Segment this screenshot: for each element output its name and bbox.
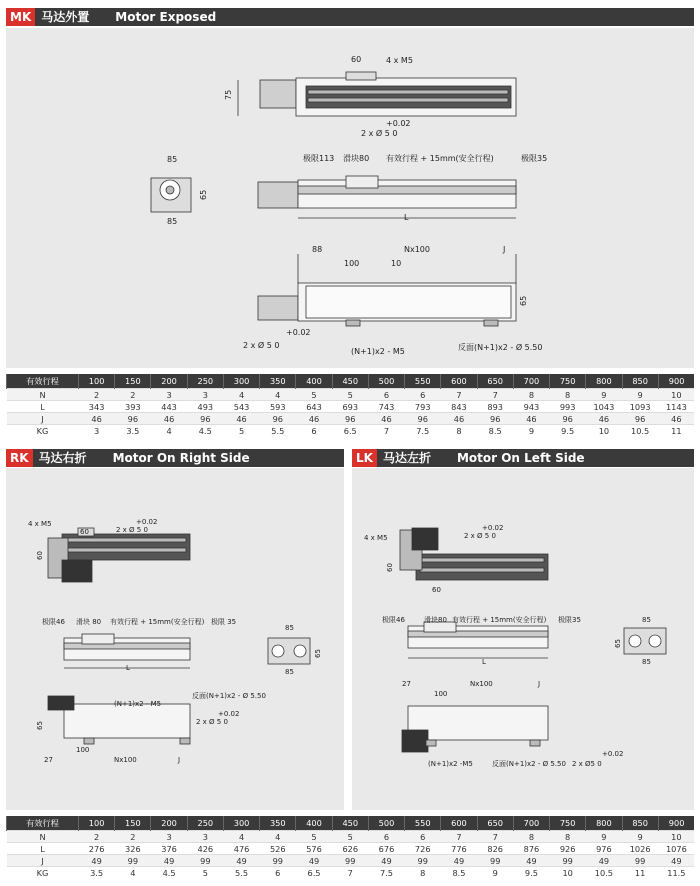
table-cell: 11.5 [658, 867, 694, 879]
table-cell: 99 [332, 855, 368, 867]
table-header-cell: 500 [368, 374, 404, 389]
table-cell: 976 [586, 843, 622, 855]
table-cell: 843 [441, 401, 477, 413]
table-cell: 99 [550, 855, 586, 867]
table-cell: 49 [79, 855, 115, 867]
table-cell: 776 [441, 843, 477, 855]
table-header-cell: 800 [586, 816, 622, 831]
rk-drawings [6, 468, 344, 810]
table-header-cell: 550 [405, 816, 441, 831]
lk-lim46: 极限46 [382, 616, 405, 624]
table-cell: 3 [151, 831, 187, 843]
table-cell: 3 [79, 425, 115, 437]
table-cell: L [7, 843, 79, 855]
rk-dim-65: 65 [314, 649, 322, 658]
table-cell: 99 [622, 855, 658, 867]
table-row [7, 425, 695, 437]
table-cell: 46 [223, 413, 259, 425]
table-cell: 8 [550, 831, 586, 843]
table-cell: 46 [368, 413, 404, 425]
table-cell: 993 [550, 401, 586, 413]
table-cell: 926 [550, 843, 586, 855]
table-row [7, 401, 695, 413]
table-cell: 8.5 [477, 425, 513, 437]
table-cell: 7 [477, 831, 513, 843]
table-cell: 3 [151, 389, 187, 401]
table-cell: 426 [187, 843, 223, 855]
table-cell: 2 [79, 389, 115, 401]
table-cell: 4 [260, 389, 296, 401]
table-cell: 49 [586, 855, 622, 867]
rk-title-cn: 马达右折 [38, 451, 87, 465]
table-cell: 276 [79, 843, 115, 855]
mk-drawing-panel [6, 28, 694, 368]
table-cell: 3.5 [115, 425, 151, 437]
mk-dim-tol: +0.02 [386, 119, 411, 128]
table-cell: 9.5 [513, 867, 549, 879]
table-header-cell: 850 [622, 816, 658, 831]
mk-n1m5: (N+1)x2 - M5 [351, 347, 405, 356]
rk-tol2: +0.02 [218, 710, 240, 718]
table-cell: 9 [586, 831, 622, 843]
table-cell: 3 [187, 831, 223, 843]
table-header-cell: 350 [260, 374, 296, 389]
table-cell: 9 [513, 425, 549, 437]
mk-drawings [6, 28, 694, 368]
table-row [7, 843, 695, 855]
rk-side-view [64, 634, 190, 668]
table-cell: 8 [550, 389, 586, 401]
table-cell: 4 [115, 867, 151, 879]
mk-rev: 反面(N+1)x2 - Ø 5.50 [458, 343, 543, 352]
table-cell: 49 [441, 855, 477, 867]
table-cell: 5 [296, 831, 332, 843]
lk-85b: 85 [642, 658, 651, 666]
table-cell: 9 [622, 831, 658, 843]
lk-bottom-view [402, 706, 548, 752]
table-cell: 8 [513, 831, 549, 843]
rk-dim-60: 60 [80, 528, 89, 536]
table-header-cell: 200 [151, 374, 187, 389]
table-cell: 576 [296, 843, 332, 855]
table-cell: 10.5 [622, 425, 658, 437]
lk-code: LK [352, 449, 377, 467]
table-row [7, 831, 695, 843]
table-cell: 2 [79, 831, 115, 843]
lk-drawing-panel [352, 468, 694, 810]
table-cell: 49 [658, 855, 694, 867]
mk-title-cn: 马达外置 [41, 10, 90, 24]
table-cell: 46 [79, 413, 115, 425]
table-header-cell: 800 [586, 374, 622, 389]
table-cell: 493 [187, 401, 223, 413]
lk-2x50b: 2 x Ø5 0 [572, 760, 602, 768]
table-header-cell: 750 [550, 374, 586, 389]
table-cell: 96 [115, 413, 151, 425]
table-cell: 5 [187, 867, 223, 879]
table-header-cell: 150 [115, 816, 151, 831]
table-header-cell: 600 [441, 816, 477, 831]
table-cell: 343 [79, 401, 115, 413]
table-cell: 46 [586, 413, 622, 425]
table-cell: 4.5 [151, 867, 187, 879]
mk-dim-nx100: Nx100 [404, 245, 430, 254]
table-cell: 6 [296, 425, 332, 437]
table-cell: 7 [368, 425, 404, 437]
table-header-cell: 450 [332, 374, 368, 389]
table-cell: 1043 [586, 401, 622, 413]
table-cell: 476 [223, 843, 259, 855]
mk-bottom-view [258, 254, 516, 326]
table-cell: 8 [441, 425, 477, 437]
table-cell: 7.5 [368, 867, 404, 879]
lk-side-view [408, 622, 548, 658]
table-header-cell: 600 [441, 374, 477, 389]
table-cell: 99 [187, 855, 223, 867]
table-cell: 10 [658, 831, 694, 843]
mk-slider80: 滑块80 [343, 154, 370, 163]
table-cell: 526 [260, 843, 296, 855]
table-cell: 726 [405, 843, 441, 855]
table-cell: 99 [405, 855, 441, 867]
table-header-cell: 650 [477, 816, 513, 831]
rk-header [6, 449, 344, 467]
mk-dim-75: 75 [224, 89, 233, 100]
table-cell: 46 [658, 413, 694, 425]
table-cell: 6 [368, 389, 404, 401]
table-cell: 7 [477, 389, 513, 401]
mk-stroke: 有效行程 + 15mm(安全行程) [386, 154, 494, 163]
table-header-cell: 200 [151, 816, 187, 831]
table-cell: 46 [513, 413, 549, 425]
table-header-cell: 850 [622, 374, 658, 389]
table-cell: 5 [332, 389, 368, 401]
table-header-cell: 250 [187, 816, 223, 831]
rk-lk-spec-table [6, 816, 694, 878]
rk-65v: 65 [36, 721, 44, 730]
rk-top-view [48, 528, 190, 582]
table-header-cell: 750 [550, 816, 586, 831]
lk-60: 60 [432, 586, 441, 594]
table-header-cell: 有效行程 [7, 816, 79, 831]
mk-title-en: Motor Exposed [115, 10, 217, 24]
lk-stroke: 有效行程 + 15mm(安全行程) [452, 616, 547, 624]
table-cell: 11 [622, 867, 658, 879]
table-cell: 96 [477, 413, 513, 425]
table-cell: 376 [151, 843, 187, 855]
table-cell: 3.5 [79, 867, 115, 879]
mk-top-view [238, 72, 516, 116]
mk-lim35: 极限35 [521, 154, 548, 163]
table-cell: 826 [477, 843, 513, 855]
table-cell: L [7, 401, 79, 413]
mk-spec-table [6, 374, 694, 436]
table-cell: 2 [115, 389, 151, 401]
lk-65: 65 [614, 639, 622, 648]
table-cell: 443 [151, 401, 187, 413]
table-cell: 5 [223, 425, 259, 437]
table-cell: 793 [405, 401, 441, 413]
rk-rev: 反面(N+1)x2 - Ø 5.50 [192, 692, 266, 700]
table-cell: 49 [151, 855, 187, 867]
table-cell: J [7, 855, 79, 867]
table-cell: N [7, 389, 79, 401]
table-header-cell: 500 [368, 816, 404, 831]
table-cell: 943 [513, 401, 549, 413]
mk-dim-88: 88 [312, 245, 323, 254]
rk-dim-tol: +0.02 [136, 518, 158, 526]
table-cell: 5 [296, 389, 332, 401]
mk-end-view [151, 178, 191, 212]
table-cell: 4 [223, 389, 259, 401]
table-cell: 5.5 [223, 867, 259, 879]
table-header-cell: 有效行程 [7, 374, 79, 389]
table-row [7, 413, 695, 425]
mk-code: MK [6, 8, 35, 26]
rk-nx100: Nx100 [114, 756, 137, 764]
table-cell: 8.5 [441, 867, 477, 879]
rk-dim-60v: 60 [36, 551, 44, 560]
table-cell: 7 [441, 389, 477, 401]
table-header-cell: 700 [513, 374, 549, 389]
table-cell: 5 [332, 831, 368, 843]
table-cell: 4 [151, 425, 187, 437]
rk-slider80: 滑块 80 [76, 618, 102, 626]
mk-dim-60: 60 [351, 55, 362, 64]
lk-header [352, 449, 694, 467]
table-header-cell: 650 [477, 374, 513, 389]
table-cell: 543 [223, 401, 259, 413]
table-cell: 743 [368, 401, 404, 413]
mk-side-view [258, 176, 516, 218]
rk-stroke: 有效行程 + 15mm(安全行程) [110, 618, 205, 626]
mk-dim-10: 10 [391, 259, 402, 268]
table-cell: 2 [115, 831, 151, 843]
rk-dim-4xm5: 4 x M5 [28, 520, 52, 528]
mk-dim-4xm5: 4 x M5 [386, 56, 413, 65]
table-row [7, 389, 695, 401]
table-cell: 9 [586, 389, 622, 401]
mk-dim-J: J [503, 245, 506, 254]
table-cell: 4 [260, 831, 296, 843]
rk-100: 100 [76, 746, 90, 754]
table-cell: 46 [151, 413, 187, 425]
table-cell: 6 [405, 389, 441, 401]
table-cell: KG [7, 867, 79, 879]
lk-27: 27 [402, 680, 411, 688]
table-cell: 1076 [658, 843, 694, 855]
table-header-cell: 300 [223, 374, 259, 389]
table-cell: 626 [332, 843, 368, 855]
rk-lim46: 极限46 [42, 618, 65, 626]
table-cell: 11 [658, 425, 694, 437]
table-cell: 46 [296, 413, 332, 425]
table-cell: 5.5 [260, 425, 296, 437]
rk-lim35: 极限 35 [211, 618, 237, 626]
rk-title-en: Motor On Right Side [112, 451, 250, 465]
table-header-cell: 900 [658, 374, 694, 389]
table-cell: J [7, 413, 79, 425]
lk-60v: 60 [386, 563, 394, 572]
table-cell: 693 [332, 401, 368, 413]
mk-dim-65r: 65 [519, 295, 528, 306]
table-cell: 96 [550, 413, 586, 425]
lk-nx100: Nx100 [470, 680, 493, 688]
lk-rev: 反面(N+1)x2 - Ø 5.50 [492, 760, 566, 768]
table-header-cell: 400 [296, 374, 332, 389]
table-header-cell: 400 [296, 816, 332, 831]
rk-dim-85: 85 [285, 624, 294, 632]
table-header-cell: 300 [223, 816, 259, 831]
table-header-cell: 900 [658, 816, 694, 831]
table-cell: 49 [223, 855, 259, 867]
mk-dim-100: 100 [344, 259, 360, 268]
lk-100: 100 [434, 690, 448, 698]
rk-drawing-panel [6, 468, 344, 810]
mk-dim-tol2: +0.02 [286, 328, 311, 337]
table-header-cell: 550 [405, 374, 441, 389]
table-cell: 96 [187, 413, 223, 425]
table-cell: 96 [332, 413, 368, 425]
table-cell: 10 [586, 425, 622, 437]
rk-L: L [126, 664, 130, 672]
table-row [7, 855, 695, 867]
table-header-cell: 100 [79, 374, 115, 389]
table-cell: 6 [368, 831, 404, 843]
table-cell: 10.5 [586, 867, 622, 879]
mk-dim-65: 65 [199, 189, 208, 200]
table-cell: 4.5 [187, 425, 223, 437]
rk-code: RK [6, 449, 33, 467]
table-header-cell: 350 [260, 816, 296, 831]
lk-4xm5: 4 x M5 [364, 534, 388, 542]
table-cell: 6 [260, 867, 296, 879]
table-header-cell: 100 [79, 816, 115, 831]
table-cell: 6 [405, 831, 441, 843]
table-cell: 8 [513, 389, 549, 401]
lk-tol: +0.02 [482, 524, 504, 532]
rk-dim-85b: 85 [285, 668, 294, 676]
table-cell: 7 [332, 867, 368, 879]
table-cell: 4 [223, 831, 259, 843]
table-cell: 893 [477, 401, 513, 413]
table-row [7, 867, 695, 879]
rk-end-view [268, 638, 310, 664]
mk-dim-2x50: 2 x Ø 5 0 [361, 129, 398, 138]
table-cell: 676 [368, 843, 404, 855]
table-cell: KG [7, 425, 79, 437]
lk-drawings [352, 468, 694, 810]
table-cell: 9 [622, 389, 658, 401]
table-cell: 1093 [622, 401, 658, 413]
mk-dim-85a: 85 [167, 155, 178, 164]
table-header-cell: 450 [332, 816, 368, 831]
rk-dim-2x50: 2 x Ø 5 0 [116, 526, 148, 534]
table-cell: 10 [550, 867, 586, 879]
table-cell: 46 [441, 413, 477, 425]
table-cell: 643 [296, 401, 332, 413]
rk-n1m5: (N+1)x2 - M5 [114, 700, 162, 708]
lk-85: 85 [642, 616, 651, 624]
table-cell: 6.5 [296, 867, 332, 879]
table-cell: 1143 [658, 401, 694, 413]
table-cell: 9 [477, 867, 513, 879]
table-cell: 99 [260, 855, 296, 867]
mk-L: L [404, 213, 409, 222]
table-cell: 7 [441, 831, 477, 843]
lk-L: L [482, 658, 486, 666]
lk-title-en: Motor On Left Side [456, 451, 585, 465]
lk-end-view [624, 628, 666, 654]
table-cell: 99 [477, 855, 513, 867]
lk-lim35: 极限35 [558, 616, 581, 624]
table-header-row [7, 374, 695, 389]
table-cell: 7.5 [405, 425, 441, 437]
lk-tol2: +0.02 [602, 750, 624, 758]
lk-n1m5: (N+1)x2 -M5 [428, 760, 473, 768]
table-cell: 326 [115, 843, 151, 855]
lk-slider80: 滑块80 [424, 616, 447, 624]
table-cell: N [7, 831, 79, 843]
lk-J: J [538, 680, 541, 688]
mk-lim113: 极限113 [303, 154, 335, 163]
table-cell: 9.5 [550, 425, 586, 437]
rk-27: 27 [44, 756, 53, 764]
table-cell: 393 [115, 401, 151, 413]
table-cell: 593 [260, 401, 296, 413]
table-header-row [7, 816, 695, 831]
table-cell: 8 [405, 867, 441, 879]
table-cell: 876 [513, 843, 549, 855]
table-cell: 1026 [622, 843, 658, 855]
table-cell: 10 [658, 389, 694, 401]
mk-header [6, 8, 694, 26]
table-cell: 96 [405, 413, 441, 425]
table-cell: 96 [622, 413, 658, 425]
rk-2x50b: 2 x Ø 5 0 [196, 718, 228, 726]
table-cell: 99 [115, 855, 151, 867]
table-cell: 49 [296, 855, 332, 867]
table-cell: 49 [368, 855, 404, 867]
lk-title-cn: 马达左折 [382, 451, 431, 465]
rk-J: J [178, 756, 181, 764]
lk-2x50: 2 x Ø 5 0 [464, 532, 496, 540]
table-cell: 49 [513, 855, 549, 867]
table-cell: 3 [187, 389, 223, 401]
table-cell: 96 [260, 413, 296, 425]
table-header-cell: 150 [115, 374, 151, 389]
mk-dim-85b: 85 [167, 217, 178, 226]
mk-dim-2x50b: 2 x Ø 5 0 [243, 341, 280, 350]
table-header-cell: 700 [513, 816, 549, 831]
table-header-cell: 250 [187, 374, 223, 389]
table-cell: 6.5 [332, 425, 368, 437]
